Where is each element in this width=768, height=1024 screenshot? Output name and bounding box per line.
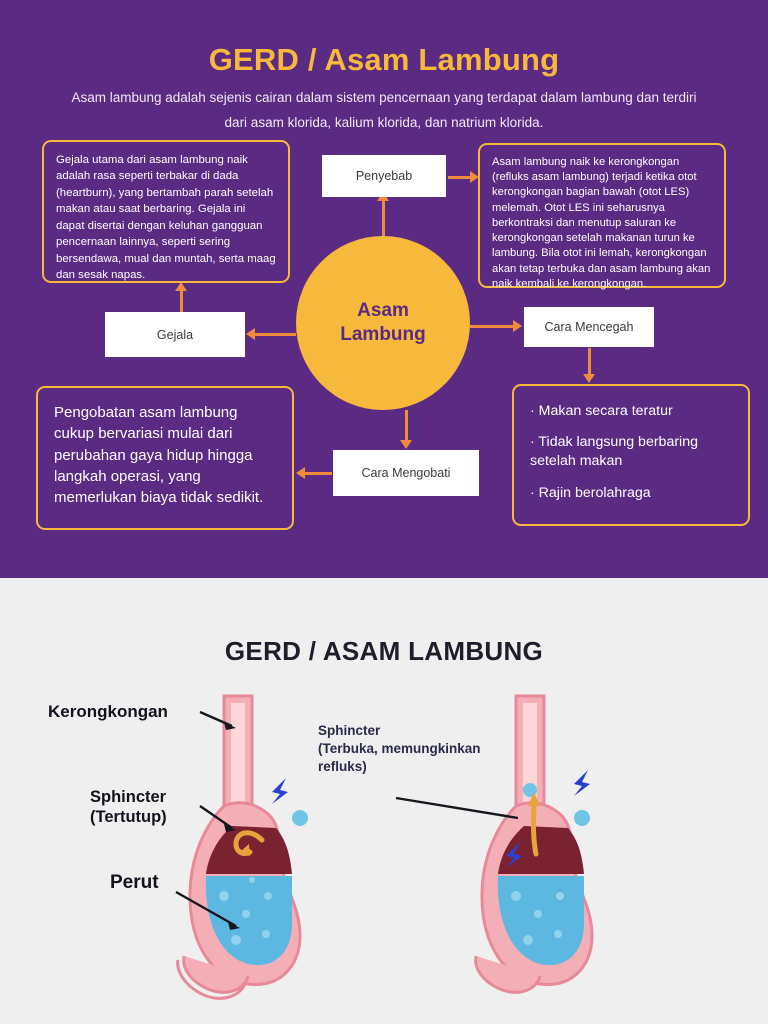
- list-item: · Tidak langsung berbaring setelah makan: [530, 434, 698, 470]
- arrowhead-gejala-box: [175, 282, 187, 291]
- arrow-center-to-mencegah: [470, 325, 514, 328]
- center-node-line2: Lambung: [340, 324, 426, 345]
- arrowhead-mencegah-box: [583, 374, 595, 383]
- label-sphincter-terbuka-line2: (Terbuka, memungkinkan: [318, 741, 481, 757]
- label-sphincter-terbuka-line1: Sphincter: [318, 723, 381, 738]
- arrow-penyebab-to-box: [448, 176, 472, 179]
- node-cara-mencegah[interactable]: Cara Mencegah: [524, 307, 654, 347]
- center-node-line1: Asam: [357, 300, 409, 322]
- arrow-center-to-mengobati: [405, 410, 408, 442]
- center-node-label: [340, 299, 426, 347]
- list-item: · Makan secara teratur: [530, 403, 673, 419]
- arrowhead-mengobati-box: [296, 467, 305, 479]
- box-pengobatan-text: Pengobatan asam lambung cukup bervariasi mulai dari perubahan gaya hidup hingga langkah operasi, yang memerlukan biaya tidak sedikit.: [36, 386, 294, 530]
- node-penyebab[interactable]: Penyebab: [322, 155, 446, 197]
- box-penyebab-text: Asam lambung naik ke kerongkongan (refluks asam lambung) terjadi ketika otot kerongkongan bagian bawah (otot LES) melemah. Otot LES ini seharusnya berkontraksi dan menutup saluran ke kerongkongan setelah makanan turun ke lambung. Bila otot ini lemah, kerongkongan akan tetap terbuka dan asam lambung akan naik kembali ke kerongkongan.: [478, 143, 726, 288]
- node-cara-mengobati[interactable]: Cara Mengobati: [333, 450, 479, 496]
- label-kerongkongan: Kerongkongan: [48, 702, 168, 721]
- label-sphincter-terbuka: [318, 722, 481, 777]
- box-gejala-text: Gejala utama dari asam lambung naik adalah rasa seperti terbakar di dada (heartburn), yang bertambah parah setelah makan atau saat berbaring. Gejala ini dapat disertai dengan keluhan gangguan pencernaan lainnya, seperti sering bersendawa, mual dan muntah, serta maag dan sesak napas.: [42, 140, 290, 283]
- arrow-center-to-penyebab: [382, 200, 385, 236]
- arrow-mengobati-to-box: [304, 472, 332, 475]
- node-gejala[interactable]: Gejala: [105, 312, 245, 357]
- arrow-center-to-gejala: [254, 333, 296, 336]
- arrow-mencegah-to-box: [588, 348, 591, 376]
- stomach-left: [178, 696, 308, 998]
- label-sphincter-tertutup-line2: (Tertutup): [90, 807, 167, 826]
- arrowhead-gejala: [246, 328, 255, 340]
- box-cara-mencegah-list: [512, 384, 750, 526]
- label-sphincter-tertutup: [90, 788, 167, 828]
- list-item: · Rajin berolahraga: [530, 484, 651, 501]
- label-perut: Perut: [110, 872, 159, 893]
- arrowhead-mengobati: [400, 440, 412, 449]
- label-sphincter-tertutup-line1: Sphincter: [90, 788, 167, 806]
- page-subtitle: Asam lambung adalah sejenis cairan dalam sistem pencernaan yang terdapat dalam lambung dan terdiri dari asam klorida, kalium klorida, dan natrium klorida.: [71, 90, 697, 130]
- anatomy-title: GERD / ASAM LAMBUNG: [224, 636, 544, 666]
- arrowhead-mencegah: [513, 320, 522, 332]
- center-node-asam-lambung: [296, 236, 470, 410]
- page-title: GERD / Asam Lambung: [208, 42, 560, 77]
- label-sphincter-terbuka-line3: refluks): [318, 759, 367, 775]
- arrow-gejala-to-box: [180, 290, 183, 314]
